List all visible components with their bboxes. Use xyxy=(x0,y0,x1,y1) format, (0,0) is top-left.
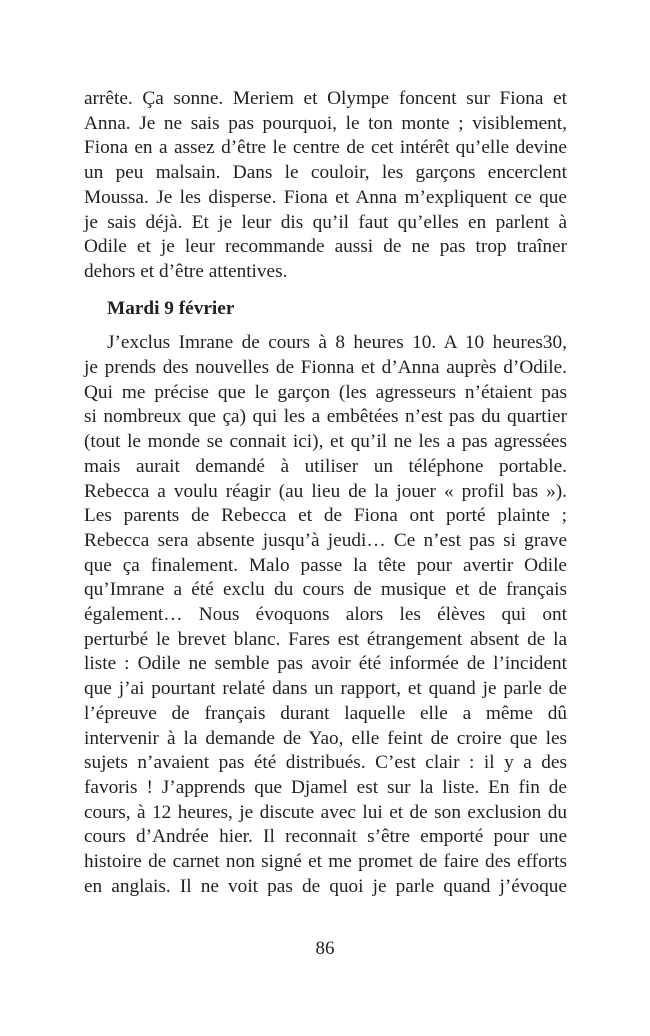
text-line: en anglais. Il ne voit pas de quoi je parle quand j’évoque xyxy=(84,875,567,897)
text-line: intervenir à la demande de Yao, elle feint de croire que les xyxy=(84,727,567,749)
text-line: je prends des nouvelles de Fionna et d’Anna auprès d’Odile. xyxy=(84,357,567,379)
text-line: sujets n’avaient pas été distribués. C’est clair : il y a des xyxy=(84,752,567,774)
paragraph-2 xyxy=(84,331,567,899)
text-line: je sais déjà. Et je leur dis qu’il faut qu’elles en parlent à xyxy=(84,211,567,233)
section-heading-date: Mardi 9 février xyxy=(107,297,235,319)
text-line: un peu malsain. Dans le couloir, les garçons encerclent xyxy=(84,162,567,184)
text-line: Odile et je leur recommande aussi de ne pas trop traîner xyxy=(84,236,567,258)
text-line: Rebecca a voulu réagir (au lieu de la jouer « profil bas »). xyxy=(84,480,567,502)
text-line: mais aurait demandé à utiliser un téléphone portable. xyxy=(84,455,567,477)
text-line: histoire de carnet non signé et me promet de faire des efforts xyxy=(84,851,567,873)
text-line: cours, à 12 heures, je discute avec lui et de son exclusion du xyxy=(84,801,567,823)
text-line: qu’Imrane a été exclu du cours de musique et de français xyxy=(84,579,567,601)
text-line: cours d’Andrée hier. Il reconnait s’être emporté pour une xyxy=(84,826,567,848)
text-line: Fiona en a assez d’être le centre de cet intérêt qu’elle devine xyxy=(84,137,567,159)
text-line: que j’ai pourtant relaté dans un rapport, et quand je parle de xyxy=(84,678,567,700)
paragraph-1 xyxy=(84,87,567,285)
text-line: également… Nous évoquons alors les élèves qui ont xyxy=(84,604,567,626)
text-line: Anna. Je ne sais pas pourquoi, le ton monte ; visiblement, xyxy=(84,112,567,134)
text-line: J’exclus Imrane de cours à 8 heures 10. A 10 heures30, xyxy=(107,332,567,354)
text-line: Rebecca sera absente jusqu’à jeudi… Ce n’est pas si grave xyxy=(84,529,567,551)
text-line: Qui me précise que le garçon (les agresseurs n’étaient pas xyxy=(84,381,567,403)
text-line: Les parents de Rebecca et de Fiona ont porté plainte ; xyxy=(84,505,567,527)
text-line: liste : Odile ne semble pas avoir été informée de l’incident xyxy=(84,653,567,675)
text-line: l’épreuve de français durant laquelle elle a même dû xyxy=(84,702,567,724)
page-number: 86 xyxy=(315,938,335,959)
text-line: favoris ! J’apprends que Djamel est sur la liste. En fin de xyxy=(84,776,567,798)
text-line: (tout le monde se connait ici), et qu’il ne les a pas agressées xyxy=(84,431,567,453)
text-line: dehors et d’être attentives. xyxy=(84,260,288,282)
text-line: si nombreux que ça) qui les a embêtées n’est pas du quartier xyxy=(84,406,567,428)
text-line: arrête. Ça sonne. Meriem et Olympe foncent sur Fiona et xyxy=(84,88,567,109)
text-line: Moussa. Je les disperse. Fiona et Anna m’expliquent ce que xyxy=(84,186,567,208)
text-line: que ça finalement. Malo passe la tête pour avertir Odile xyxy=(84,554,567,576)
book-page-body xyxy=(84,87,567,900)
text-line: perturbé le brevet blanc. Fares est étrangement absent de la xyxy=(84,628,567,650)
